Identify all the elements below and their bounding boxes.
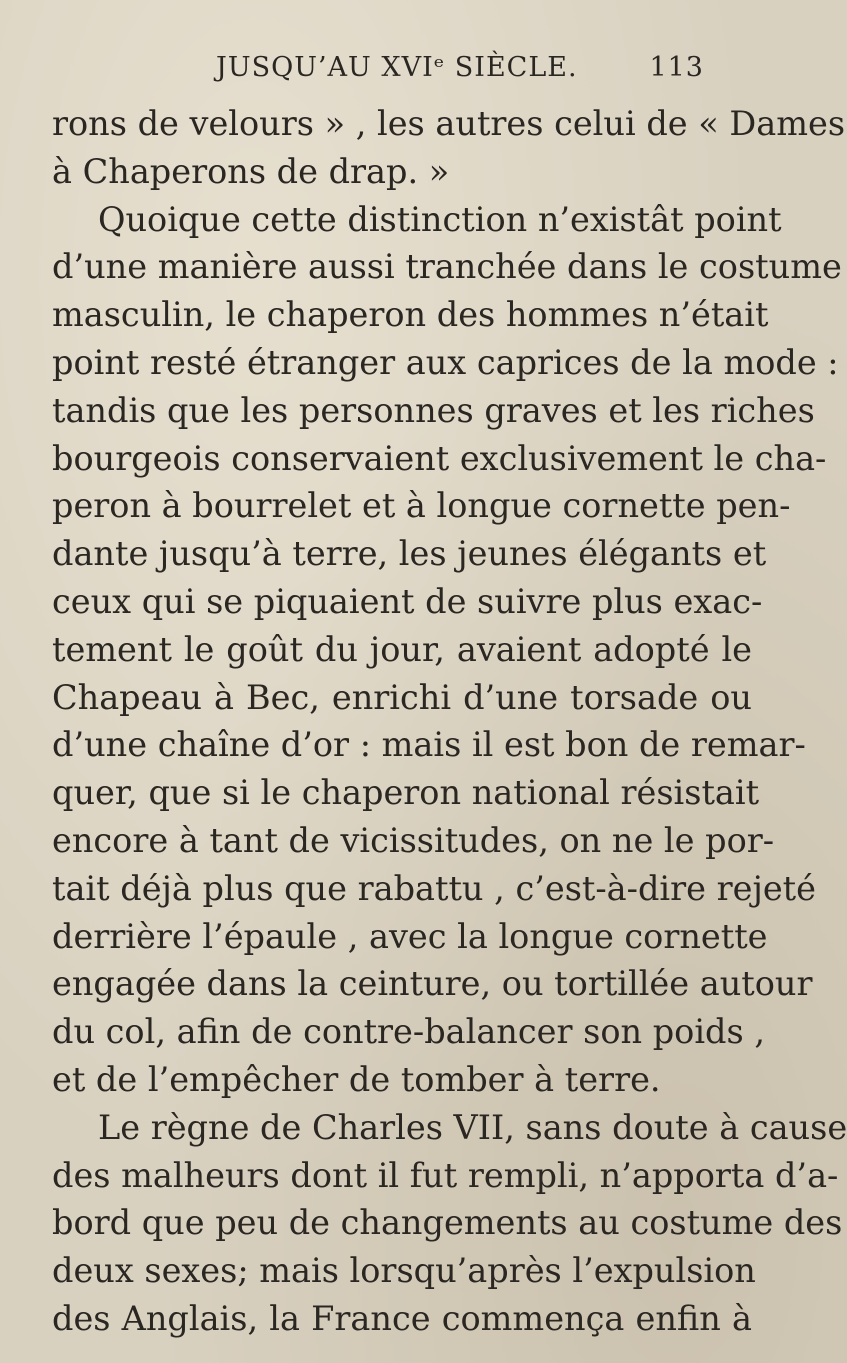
- text-line: tement le goût du jour, avaient adopté le: [52, 629, 752, 669]
- text-line: bord que peu de changements au costume des: [52, 1203, 843, 1243]
- text-line: d’une manière aussi tranchée dans le costume: [52, 247, 842, 287]
- text-line: masculin, le chaperon des hommes n’était: [52, 295, 769, 335]
- text-line: deux sexes; mais lorsqu’après l’expulsion: [52, 1251, 756, 1291]
- text-line: ceux qui se piquaient de suivre plus exac-: [52, 581, 763, 621]
- text-line: Quoique cette distinction n’existât point: [98, 199, 782, 239]
- page-number: 113: [649, 52, 704, 83]
- text-line: et de l’empêcher de tomber à terre.: [52, 1059, 661, 1099]
- text-line: tait déjà plus que rabattu , c’est-à-dire rejeté: [52, 868, 816, 908]
- running-head: [216, 52, 704, 92]
- body-text: [52, 100, 847, 1343]
- text-line: Le règne de Charles VII, sans doute à cause: [98, 1107, 847, 1147]
- text-line: bourgeois conservaient exclusivement le cha-: [52, 438, 827, 478]
- text-line: Chapeau à Bec, enrichi d’une torsade ou: [52, 677, 752, 717]
- text-line: tandis que les personnes graves et les riches: [52, 390, 815, 430]
- text-line: des Anglais, la France commença enfin à: [52, 1298, 752, 1338]
- text-line: engagée dans la ceinture, ou tortillée autour: [52, 964, 813, 1004]
- text-line: quer, que si le chaperon national résistait: [52, 773, 760, 813]
- text-line: encore à tant de vicissitudes, on ne le por-: [52, 820, 775, 860]
- text-line: peron à bourrelet et à longue cornette pen-: [52, 486, 791, 526]
- text-line: du col, afin de contre-balancer son poids ,: [52, 1012, 765, 1052]
- running-title: JUSQU’AU XVIᵉ SIÈCLE.: [216, 52, 578, 83]
- text-line: à Chaperons de drap. »: [52, 151, 450, 191]
- text-line: d’une chaîne d’or : mais il est bon de remar-: [52, 725, 806, 765]
- text-line: des malheurs dont il fut rempli, n’apporta d’a-: [52, 1155, 839, 1195]
- text-line: derrière l’épaule , avec la longue cornette: [52, 916, 768, 956]
- text-line: point resté étranger aux caprices de la mode :: [52, 342, 839, 382]
- text-line: dante jusqu’à terre, les jeunes élégants et: [52, 534, 767, 574]
- text-line: rons de velours » , les autres celui de « Dames: [52, 104, 846, 143]
